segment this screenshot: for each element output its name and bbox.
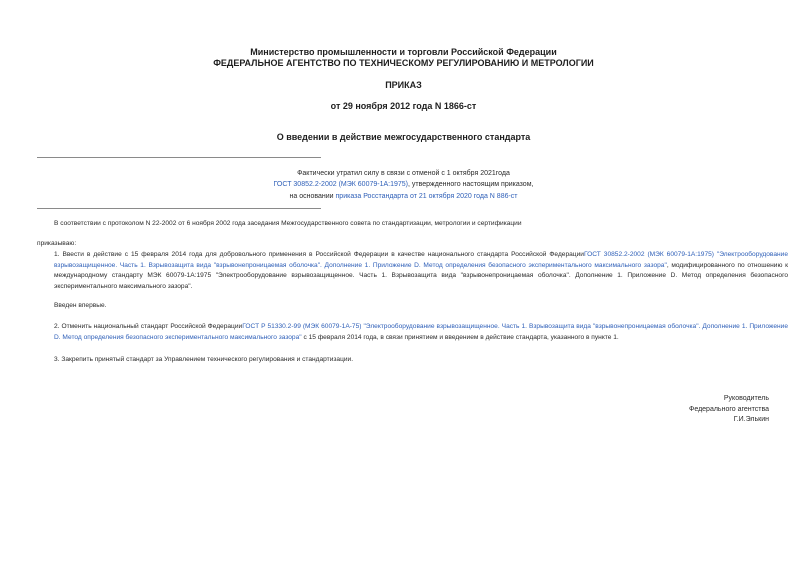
item-2-rest-text: с 15 февраля 2014 года, в связи принятием и введением в действие стандарта, указанного в пункте 1. <box>301 333 619 341</box>
divider-top <box>37 157 321 158</box>
status-note-line3-text: на основании <box>289 193 336 200</box>
signature-title-1: Руководитель <box>723 395 769 402</box>
rosstandart-order-link[interactable]: приказа Росстандарта от 21 октября 2020 года N 886-ст <box>335 193 518 200</box>
standard-link[interactable]: ГОСТ 30852.2-2002 (МЭК 60079-1А:1975) <box>273 181 408 188</box>
signature-title-2: Федерального агентства <box>689 406 769 413</box>
status-note-line3 <box>160 193 647 201</box>
order-word: приказываю: <box>37 240 77 247</box>
status-note-line2-text: , утвержденного настоящим приказом, <box>408 181 534 188</box>
introduced-first-time: Введен впервые. <box>54 302 107 309</box>
order-subject: О введении в действие межгосударственного стандарта <box>276 132 531 142</box>
status-note-line1: Фактически утратил силу в связи с отменой с 1 октября 2021года <box>297 170 510 177</box>
status-note-line2 <box>160 181 647 189</box>
item-2-paragraph <box>37 322 788 343</box>
order-date-number: от 29 ноября 2012 года N 1866-ст <box>330 101 477 111</box>
item-1-rest-text: , модифицированного по отношению к международному стандарту МЭК 60079-1А:1975 "Электрооборудование взрывозащищенное. Часть 1. Взрывозащита вида "взрывонепроницаемая оболочка". Дополнение 1. Приложение D. Метод определения безопасного экспериментального максимального зазора". <box>54 261 788 290</box>
signature-name: Г.И.Элькин <box>733 416 769 423</box>
item-1-paragraph <box>37 250 788 292</box>
gost-r-51330-link[interactable]: ГОСТ Р 51330.2-99 (МЭК 60079-1А-75) "Электрооборудование взрывозащищенное. Часть 1. Взрывозащита вида "взрывонепроницаемая оболочка". Дополнение 1. Приложение D. Метод определения безопасного экспериментального максимального зазора" <box>54 323 788 341</box>
agency-heading: ФЕДЕРАЛЬНОЕ АГЕНТСТВО ПО ТЕХНИЧЕСКОМУ РЕГУЛИРОВАНИЮ И МЕТРОЛОГИИ <box>213 58 594 68</box>
gost-30852-link[interactable]: ГОСТ 30852.2-2002 (МЭК 60079-1А:1975) "Электрооборудование взрывозащищенное. Часть 1. Взрывозащита вида "взрывонепроницаемая оболочка". Дополнение 1. Приложение D. Метод определения безопасного экспериментального максимального зазора" <box>54 251 789 269</box>
item-2-text: 2. Отменить национальный стандарт Российской Федерации <box>54 323 243 330</box>
ministry-heading: Министерство промышленности и торговли Российской Федерации <box>250 47 557 57</box>
basis-paragraph: В соответствии с протоколом N 22-2002 от 6 ноября 2002 года заседания Межгосударственного совета по стандартизации, метрологии и сертификации <box>54 220 522 227</box>
document-type: ПРИКАЗ <box>385 80 422 90</box>
item-1-text: 1. Ввести в действие с 15 февраля 2014 года для добровольного применения в Российской Федерации в качестве национального стандарта Российской Федерации <box>54 251 584 258</box>
divider-bottom <box>37 208 321 209</box>
item-3-paragraph: 3. Закрепить принятый стандарт за Управлением технического регулирования и стандартизации. <box>54 356 354 363</box>
